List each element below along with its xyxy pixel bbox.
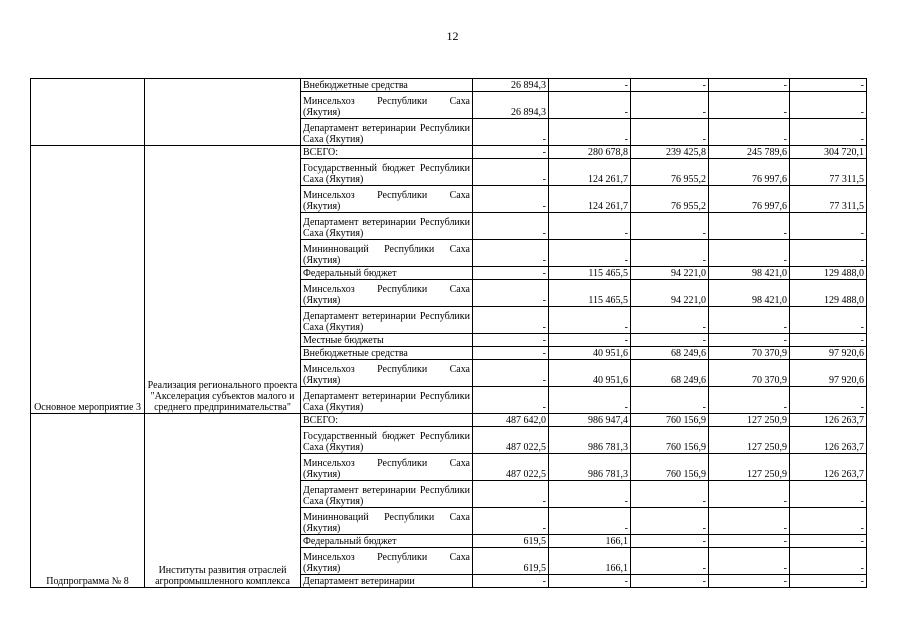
amount-cell: 280 678,8 — [549, 146, 631, 159]
amount-cell: - — [473, 213, 549, 240]
main-activity-cell — [31, 79, 145, 146]
amount-cell: - — [790, 508, 867, 535]
activity-name-cell: Институты развития отраслей агропромышленного комплекса — [145, 414, 301, 588]
funding-source-cell: Минсельхоз Республики Саха (Якутия) — [301, 360, 473, 387]
amount-cell: - — [549, 92, 631, 119]
activity-name-cell — [145, 79, 301, 146]
funding-source-cell: Минсельхоз Республики Саха (Якутия) — [301, 280, 473, 307]
amount-cell: - — [631, 575, 709, 588]
amount-cell: - — [790, 387, 867, 414]
amount-cell: - — [473, 119, 549, 146]
amount-cell: - — [631, 334, 709, 347]
main-activity-cell: Основное мероприятие 3 — [31, 146, 145, 414]
amount-cell: - — [473, 307, 549, 334]
funding-source-cell: Государственный бюджет Республики Саха (Якутия) — [301, 159, 473, 186]
amount-cell: - — [631, 481, 709, 508]
funding-source-cell: Минсельхоз Республики Саха (Якутия) — [301, 92, 473, 119]
amount-cell: - — [790, 213, 867, 240]
amount-cell: 129 488,0 — [790, 267, 867, 280]
amount-cell: - — [709, 240, 790, 267]
amount-cell: 986 947,4 — [549, 414, 631, 427]
funding-source-cell: Департамент ветеринарии Республики Саха (Якутия) — [301, 213, 473, 240]
amount-cell: - — [549, 79, 631, 92]
funding-source-cell: ВСЕГО: — [301, 146, 473, 159]
amount-cell: - — [473, 240, 549, 267]
amount-cell: 127 250,9 — [709, 454, 790, 481]
funding-source-cell: Внебюджетные средства — [301, 79, 473, 92]
amount-cell: - — [473, 159, 549, 186]
budget-table — [30, 78, 867, 588]
amount-cell: 98 421,0 — [709, 280, 790, 307]
amount-cell: 127 250,9 — [709, 427, 790, 454]
amount-cell: - — [709, 334, 790, 347]
amount-cell: - — [790, 535, 867, 548]
funding-source-cell: Внебюджетные средства — [301, 347, 473, 360]
amount-cell: - — [709, 92, 790, 119]
funding-source-cell: Департамент ветеринарии Республики Саха (Якутия) — [301, 307, 473, 334]
amount-cell: 76 955,2 — [631, 186, 709, 213]
amount-cell: 26 894,3 — [473, 92, 549, 119]
amount-cell: 76 997,6 — [709, 159, 790, 186]
amount-cell: 98 421,0 — [709, 267, 790, 280]
amount-cell: 487 022,5 — [473, 427, 549, 454]
amount-cell: 124 261,7 — [549, 186, 631, 213]
amount-cell: 124 261,7 — [549, 159, 631, 186]
amount-cell: 166,1 — [549, 535, 631, 548]
funding-source-cell: Федеральный бюджет — [301, 535, 473, 548]
amount-cell: 126 263,7 — [790, 454, 867, 481]
amount-cell: - — [790, 548, 867, 575]
amount-cell: - — [790, 119, 867, 146]
amount-cell: - — [631, 92, 709, 119]
amount-cell: 70 370,9 — [709, 347, 790, 360]
amount-cell: 40 951,6 — [549, 347, 631, 360]
amount-cell: - — [790, 307, 867, 334]
funding-source-cell: Федеральный бюджет — [301, 267, 473, 280]
amount-cell: - — [549, 307, 631, 334]
amount-cell: 94 221,0 — [631, 267, 709, 280]
amount-cell: 619,5 — [473, 548, 549, 575]
amount-cell: - — [473, 280, 549, 307]
amount-cell: - — [790, 481, 867, 508]
amount-cell: 94 221,0 — [631, 280, 709, 307]
amount-cell: 986 781,3 — [549, 454, 631, 481]
amount-cell: - — [631, 79, 709, 92]
amount-cell: - — [631, 508, 709, 535]
amount-cell: - — [631, 548, 709, 575]
amount-cell: - — [790, 240, 867, 267]
amount-cell: - — [631, 535, 709, 548]
funding-source-cell: Минсельхоз Республики Саха (Якутия) — [301, 454, 473, 481]
table-row — [31, 79, 867, 92]
amount-cell: 245 789,6 — [709, 146, 790, 159]
funding-source-cell: Местные бюджеты — [301, 334, 473, 347]
amount-cell: 239 425,8 — [631, 146, 709, 159]
amount-cell: - — [473, 387, 549, 414]
amount-cell: - — [790, 575, 867, 588]
amount-cell: 126 263,7 — [790, 414, 867, 427]
amount-cell: - — [473, 575, 549, 588]
amount-cell: 166,1 — [549, 548, 631, 575]
amount-cell: - — [549, 387, 631, 414]
amount-cell: - — [473, 146, 549, 159]
amount-cell: 487 022,5 — [473, 454, 549, 481]
amount-cell: 760 156,9 — [631, 414, 709, 427]
funding-source-cell: Департамент ветеринарии Республики Саха (Якутия) — [301, 119, 473, 146]
amount-cell: - — [473, 360, 549, 387]
page-number: 12 — [446, 29, 459, 43]
amount-cell: - — [473, 186, 549, 213]
amount-cell: - — [473, 267, 549, 280]
amount-cell: - — [709, 481, 790, 508]
funding-source-cell: ВСЕГО: — [301, 414, 473, 427]
amount-cell: - — [709, 508, 790, 535]
funding-source-cell: Департамент ветеринарии Республики Саха (Якутия) — [301, 387, 473, 414]
amount-cell: 70 370,9 — [709, 360, 790, 387]
amount-cell: 76 955,2 — [631, 159, 709, 186]
amount-cell: - — [631, 213, 709, 240]
amount-cell: - — [790, 79, 867, 92]
amount-cell: - — [473, 334, 549, 347]
amount-cell: - — [549, 334, 631, 347]
funding-source-cell: Мининноваций Республики Саха (Якутия) — [301, 508, 473, 535]
amount-cell: 115 465,5 — [549, 280, 631, 307]
amount-cell: 986 781,3 — [549, 427, 631, 454]
amount-cell: 115 465,5 — [549, 267, 631, 280]
amount-cell: - — [631, 387, 709, 414]
amount-cell: - — [631, 119, 709, 146]
amount-cell: 77 311,5 — [790, 159, 867, 186]
amount-cell: - — [709, 575, 790, 588]
amount-cell: - — [631, 307, 709, 334]
amount-cell: - — [549, 508, 631, 535]
amount-cell: - — [473, 508, 549, 535]
amount-cell: - — [549, 575, 631, 588]
table-row — [31, 146, 867, 159]
amount-cell: - — [790, 334, 867, 347]
amount-cell: 77 311,5 — [790, 186, 867, 213]
amount-cell: - — [709, 119, 790, 146]
amount-cell: - — [709, 213, 790, 240]
funding-source-cell: Государственный бюджет Республики Саха (Якутия) — [301, 427, 473, 454]
amount-cell: 760 156,9 — [631, 454, 709, 481]
main-activity-cell: Подпрограмма № 8 — [31, 414, 145, 588]
amount-cell: 127 250,9 — [709, 414, 790, 427]
amount-cell: 304 720,1 — [790, 146, 867, 159]
amount-cell: - — [709, 548, 790, 575]
amount-cell: - — [549, 481, 631, 508]
amount-cell: - — [549, 213, 631, 240]
amount-cell: - — [631, 240, 709, 267]
amount-cell: - — [709, 79, 790, 92]
amount-cell: - — [549, 240, 631, 267]
activity-name-cell: Реализация регионального проекта "Акселерация субъектов малого и среднего предпринимательства" — [145, 146, 301, 414]
amount-cell: 26 894,3 — [473, 79, 549, 92]
table-row — [31, 414, 867, 427]
funding-source-cell: Минсельхоз Республики Саха (Якутия) — [301, 186, 473, 213]
amount-cell: 619,5 — [473, 535, 549, 548]
funding-source-cell: Департамент ветеринарии Республики Саха (Якутия) — [301, 481, 473, 508]
amount-cell: - — [709, 307, 790, 334]
amount-cell: - — [709, 535, 790, 548]
amount-cell: - — [473, 347, 549, 360]
amount-cell: 760 156,9 — [631, 427, 709, 454]
amount-cell: 97 920,6 — [790, 360, 867, 387]
amount-cell: 487 642,0 — [473, 414, 549, 427]
funding-source-cell: Минсельхоз Республики Саха (Якутия) — [301, 548, 473, 575]
funding-source-cell: Мининноваций Республики Саха (Якутия) — [301, 240, 473, 267]
amount-cell: 68 249,6 — [631, 360, 709, 387]
amount-cell: - — [709, 387, 790, 414]
amount-cell: 76 997,6 — [709, 186, 790, 213]
amount-cell: 40 951,6 — [549, 360, 631, 387]
funding-source-cell: Департамент ветеринарии — [301, 575, 473, 588]
amount-cell: 68 249,6 — [631, 347, 709, 360]
amount-cell: 129 488,0 — [790, 280, 867, 307]
amount-cell: 126 263,7 — [790, 427, 867, 454]
amount-cell: - — [473, 481, 549, 508]
amount-cell: - — [549, 119, 631, 146]
amount-cell: - — [790, 92, 867, 119]
amount-cell: 97 920,6 — [790, 347, 867, 360]
